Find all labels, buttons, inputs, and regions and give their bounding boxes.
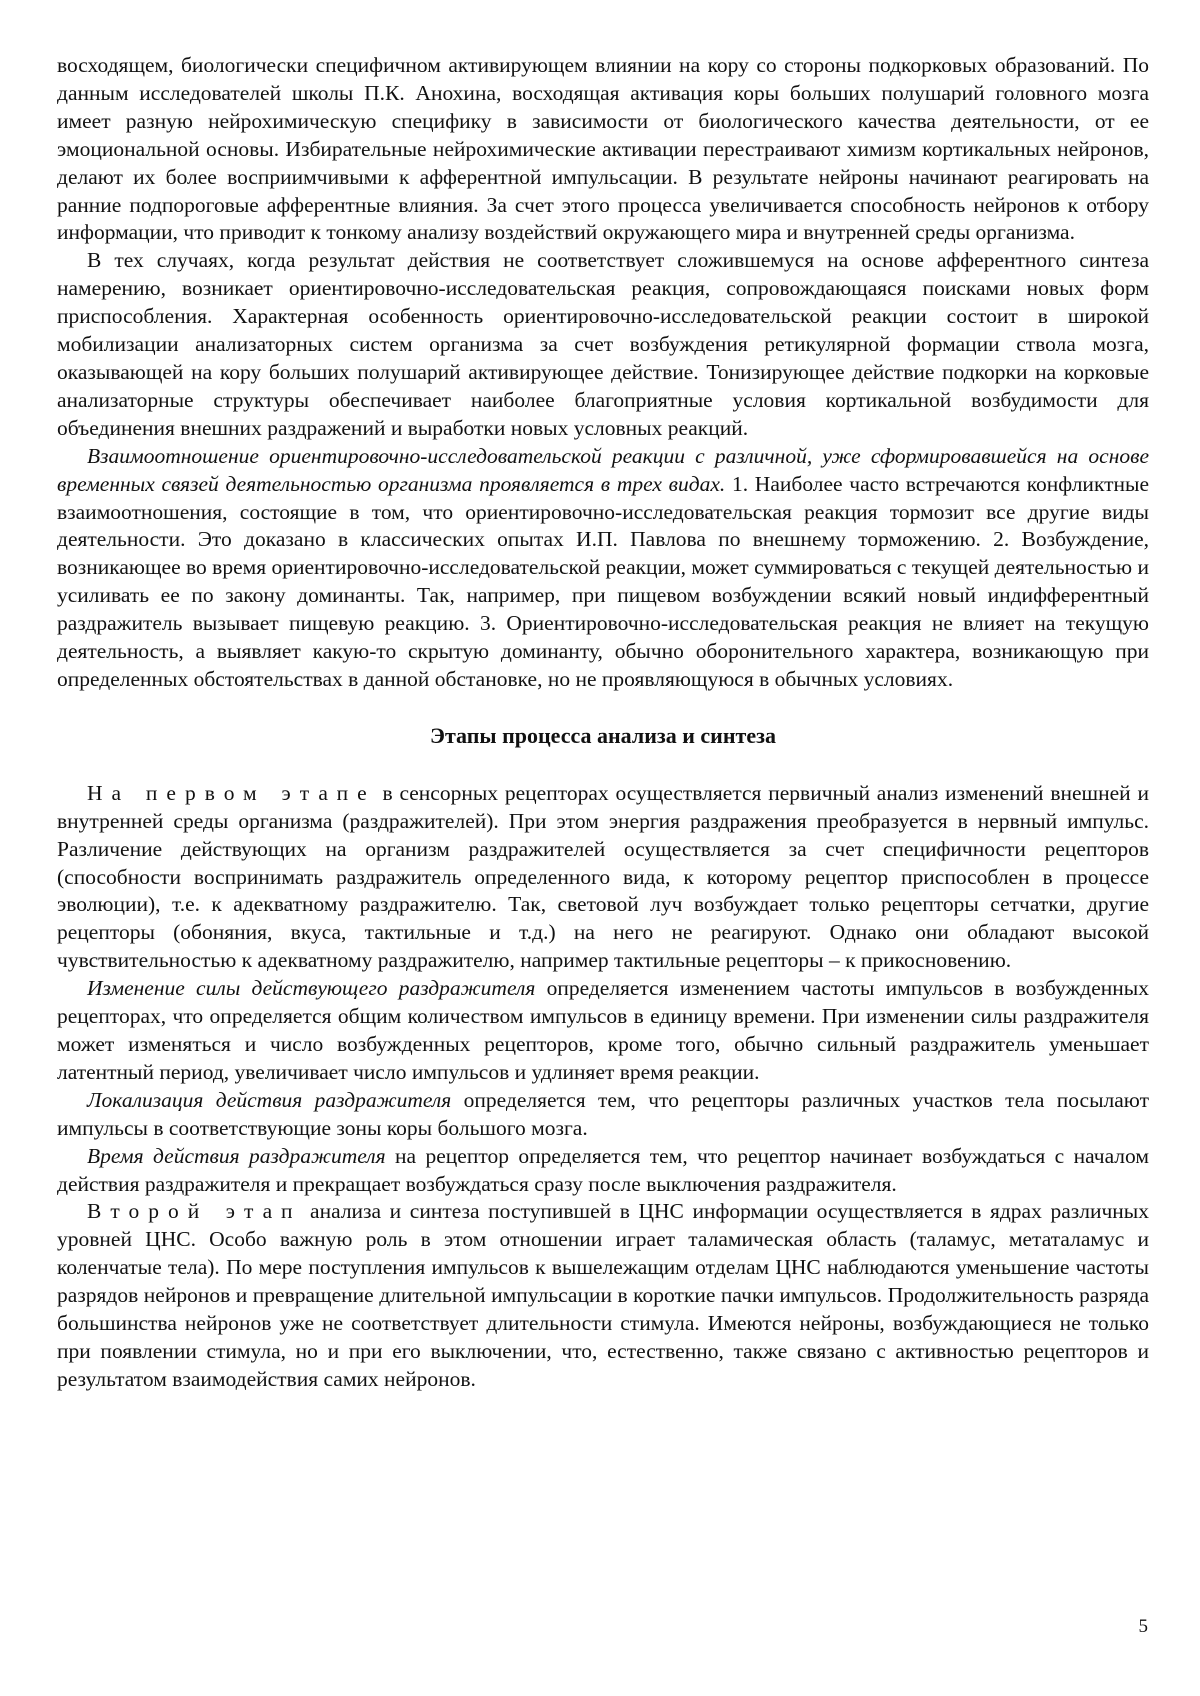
section-paragraph-3 [57, 1087, 1149, 1143]
paragraph-1 [57, 52, 1149, 247]
page-number: 5 [1138, 1616, 1148, 1637]
section-paragraph-1-text: в сенсорных рецепторах осуществляется первичный анализ изменений внешней и внутренней среды организма (раздражителей). При этом энергия раздражения преобразуется в нервный импульс. Различение действующих на организм раздражителей осуществляется за счет специфичности рецепторов (способности воспринимать раздражитель определенного вида, к которому рецептор приспособлен в процессе эволюции), т.е. к адекватному раздражителю. Так, световой луч возбуждает только рецепторы сетчатки, другие рецепторы (обоняния, вкуса, тактильные и т.д.) на него не реагируют. Однако они обладают высокой чувствительностью к адекватному раздражителю, например тактильные рецепторы – к прикосновению. [57, 780, 1149, 973]
stimulus-strength-term: Изменение силы действующего раздражителя [87, 976, 536, 1001]
section-paragraph-3-text: определяется тем, что рецепторы различных участков тела посылают импульсы в соответствующие зоны коры большого мозга. [57, 1087, 1149, 1140]
stage-one-label: На первом этапе [87, 780, 376, 805]
section-paragraph-5 [57, 1198, 1149, 1393]
stage-two-label: Второй этап [87, 1199, 302, 1224]
section-heading: Этапы процесса анализа и синтеза [430, 722, 776, 748]
paragraph-2 [57, 247, 1149, 442]
section-paragraph-4-text: на рецептор определяется тем, что рецептор начинает возбуждаться с началом действия раздражителя и прекращает возбуждаться сразу после выключения раздражителя. [57, 1143, 1149, 1196]
paragraph-3 [57, 443, 1149, 694]
section-paragraph-2-text: определяется изменением частоты импульсов в возбужденных рецепторах, что определяется общим количеством импульсов в единицу времени. При изменении силы раздражителя может изменяться и число возбужденных рецепторов, кроме того, обычно сильный раздражитель уменьшает латентный период, увеличивает число импульсов и удлиняет время реакции. [57, 976, 1149, 1084]
document-page [57, 52, 1149, 1394]
paragraph-3-text: 1. Наиболее часто встречаются конфликтные взаимоотношения, состоящие в том, что ориентировочно-исследовательская реакция тормозит все другие виды деятельности. Это доказано в классических опытах И.П. Павлова по внешнему торможению. 2. Возбуждение, возникающее во время ориентировочно-исследовательской реакции, может суммироваться с текущей деятельностью и усиливать ее по закону доминанты. Так, например, при пищевом возбуждении всякий новый индифферентный раздражитель вызывает пищевую реакцию. 3. Ориентировочно-исследовательская реакция не влияет на текущую деятельность, а выявляет какую-то скрытую доминанту, обычно оборонительного характера, возникающую при определенных обстоятельствах в данной обстановке, но не проявляющуюся в обычных условиях. [57, 471, 1149, 691]
paragraph-2-text: В тех случаях, когда результат действия не соответствует сложившемуся на основе афферентного синтеза намерению, возникает ориентировочно-исследовательская реакция, сопровождающаяся поисками новых форм приспособления. Характерная особенность ориентировочно-исследовательской реакции состоит в широкой мобилизации анализаторных систем организма за счет возбуждения ретикулярной формации ствола мозга, оказывающей на кору больших полушарий активирующее действие. Тонизирующее действие подкорки на корковые анализаторные структуры обеспечивает наиболее благоприятные условия кортикальной возбудимости для объединения внешних раздражений и выработки новых условных реакций. [57, 248, 1149, 440]
text-body [57, 52, 1149, 694]
section-paragraph-1 [57, 780, 1149, 975]
stimulus-localization-term: Локализация действия раздражителя [87, 1087, 452, 1112]
section-paragraph-5-text: анализа и синтеза поступившей в ЦНС информации осуществляется в ядрах различных уровней ЦНС. Особо важную роль в этом отношении играет таламическая область (таламус, метаталамус и коленчатые тела). По мере поступления импульсов к вышележащим отделам ЦНС наблюдаются уменьшение частоты разрядов нейронов и превращение длительной импульсации в короткие пачки импульсов. Продолжительность разряда большинства нейронов уже не соответствует длительности стимула. Имеются нейроны, возбуждающиеся не только при появлении стимула, но и при его выключении, что, естественно, также связано с активностью рецепторов и результатом взаимодействия самих нейронов. [57, 1199, 1149, 1391]
stimulus-duration-term: Время действия раздражителя [87, 1143, 386, 1168]
section-paragraph-4 [57, 1143, 1149, 1199]
section-paragraph-2 [57, 975, 1149, 1087]
paragraph-1-text: восходящем, биологически специфичном активирующем влиянии на кору со стороны подкорковых образований. По данным исследователей школы П.К. Анохина, восходящая активация коры больших полушарий головного мозга имеет разную нейрохимическую специфику в зависимости от биологического качества деятельности, от ее эмоциональной основы. Избирательные нейрохимические активации перестраивают химизм кортикальных нейронов, делают их более восприимчивыми к афферентной импульсации. В результате нейроны начинают реагировать на ранние подпороговые афферентные влияния. За счет этого процесса увеличивается способность нейронов к отбору информации, что приводит к тонкому анализу воздействий окружающего мира и внутренней среды организма. [57, 53, 1149, 245]
paragraph-3-italic-lead: Взаимоотношение ориентировочно-исследовательской реакции с различной, уже сформировавшейся на основе временных связей деятельностью организма проявляется в трех видах. [57, 443, 1149, 496]
section-body [57, 780, 1149, 1394]
